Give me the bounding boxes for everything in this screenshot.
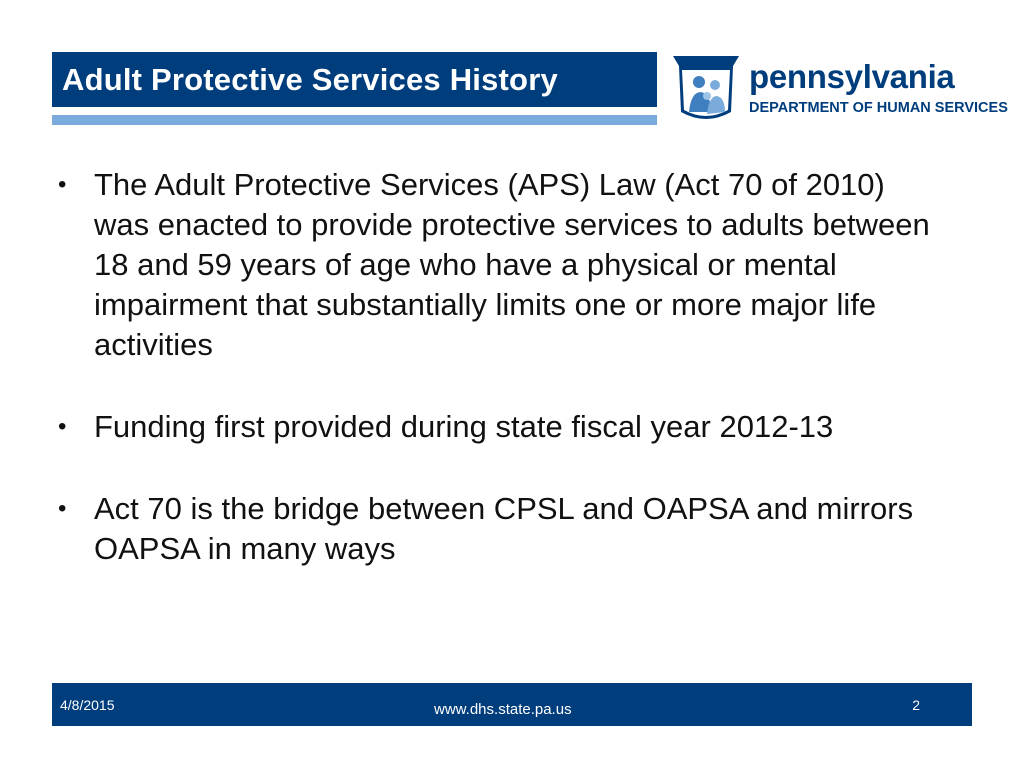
logo-wordmark: pennsylvania xyxy=(749,58,955,95)
pa-dhs-logo xyxy=(671,52,1011,127)
bullet-icon: • xyxy=(58,495,67,522)
page-number: 2 xyxy=(912,697,920,713)
bullet-text: The Adult Protective Services (APS) Law (Act 70 of 2010) was enacted to provide protective services to adults between 18 and 59 years of age who have a physical or mental impairment that substantially limits one or more major life activities xyxy=(94,167,930,362)
bullet-icon: • xyxy=(58,413,67,440)
footer-url[interactable]: www.dhs.state.pa.us xyxy=(434,701,572,718)
bullet-icon: • xyxy=(58,171,67,198)
logo-department: DEPARTMENT OF HUMAN SERVICES xyxy=(749,100,1008,116)
bullet-list xyxy=(52,165,932,569)
title-bar xyxy=(52,52,657,107)
page-title: Adult Protective Services History xyxy=(62,61,558,97)
title-accent-bar xyxy=(52,115,657,125)
list-item xyxy=(52,407,932,447)
list-item xyxy=(52,489,932,569)
footer-date: 4/8/2015 xyxy=(60,697,115,713)
list-item xyxy=(52,165,932,365)
footer-bar xyxy=(52,683,972,726)
bullet-text: Funding first provided during state fiscal year 2012-13 xyxy=(94,409,834,444)
keystone-family-icon xyxy=(671,52,741,127)
bullet-text: Act 70 is the bridge between CPSL and OAPSA and mirrors OAPSA in many ways xyxy=(94,491,914,566)
